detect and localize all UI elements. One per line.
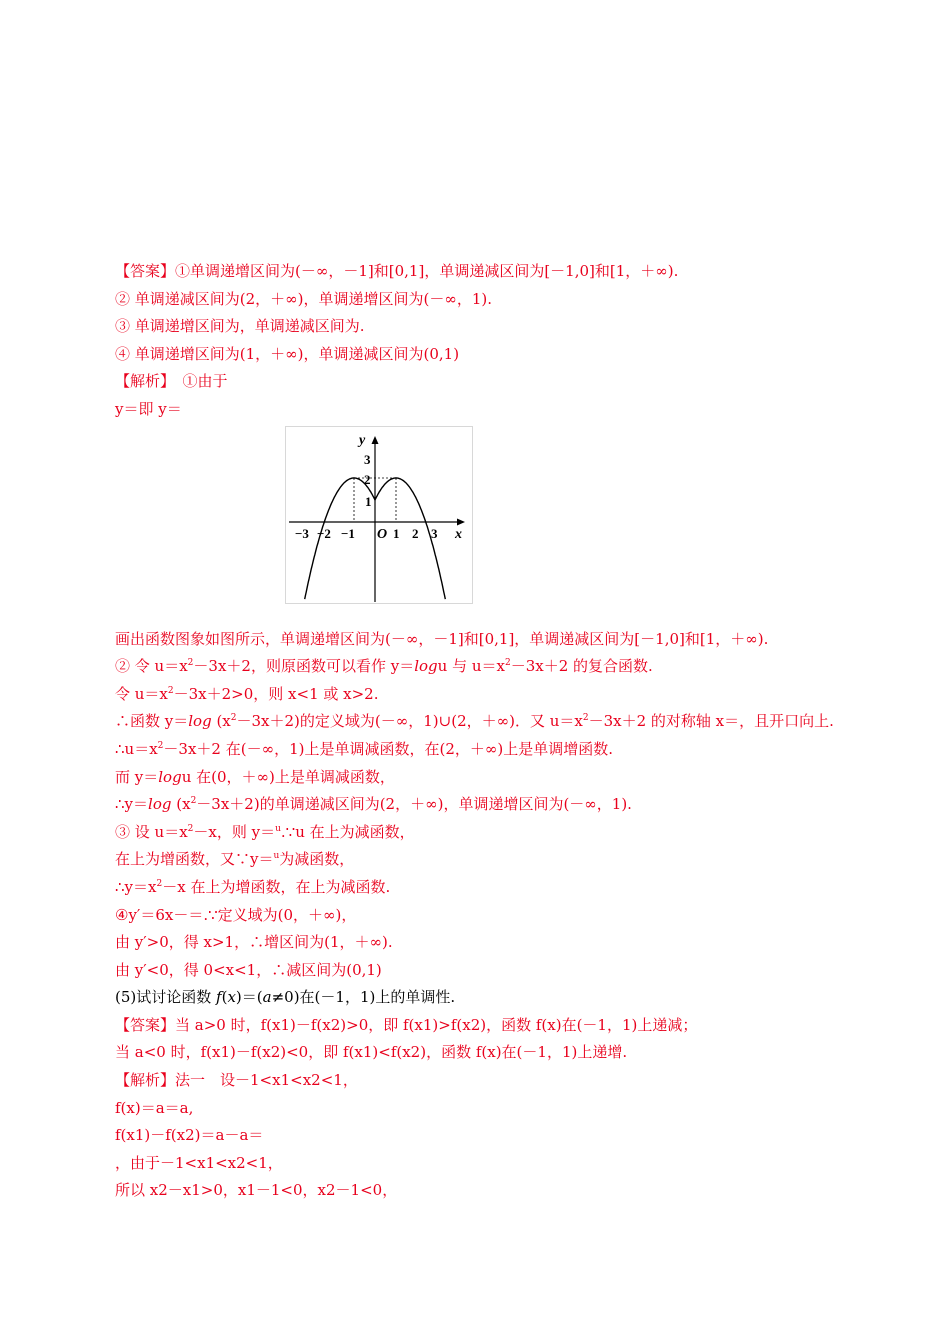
y-tick-3: 3: [364, 451, 371, 467]
t: x: [227, 988, 236, 1007]
t: －x，则 y＝: [193, 822, 276, 841]
function-graph: [285, 426, 475, 604]
answer-tag: 【答案】: [115, 262, 176, 280]
analysis-line-2: y＝即 y＝: [115, 399, 182, 418]
t: ∴u＝x: [115, 739, 158, 758]
t: (x: [211, 712, 231, 731]
answer2-tag: 【答案】: [115, 1015, 176, 1034]
figure-frame: [286, 426, 473, 603]
analysis-text-1: ①由于: [167, 372, 228, 391]
body-line-2: [115, 653, 845, 681]
t: －x 在上为增函数，在上为减函数.: [162, 877, 391, 896]
body-line-8: [115, 819, 845, 847]
analysis2-tag: 【解析】: [115, 1071, 176, 1090]
body-line-3: [115, 681, 845, 709]
sup: 2: [230, 713, 237, 724]
t: －3x＋2>0，则 x<1 或 x>2.: [173, 684, 379, 703]
t: f: [216, 988, 222, 1007]
t: (x: [171, 795, 191, 814]
sup: u: [275, 823, 281, 834]
t: －3x＋2 的对称轴 x＝，且开口向上.: [588, 712, 834, 731]
t: －3x＋2)的单调递减区间为(2，＋∞)，单调递增区间为(－∞，1).: [196, 795, 632, 814]
answer-text-1: ①单调递增区间为(－∞，－1]和[0,1]，单调递减区间为[－1,0]和[1，＋∞).: [175, 262, 679, 280]
body-line-10: [115, 874, 845, 902]
question-5: [115, 984, 845, 1012]
body-line-6: [115, 764, 845, 792]
answer2-text-1: 当 a>0 时，f(x1)－f(x2)>0，即 f(x1)>f(x2)，函数 f(x)在(－1，1)上递减；: [175, 1015, 698, 1034]
t: －3x＋2)的定义域为(－∞，1)∪(2，＋∞)．又 u＝x: [236, 712, 583, 731]
t: 为减函数，: [279, 850, 355, 869]
sup: u: [273, 851, 280, 862]
function-graph-figure: [115, 426, 845, 622]
body-para-1: 画出函数图象如图所示，单调递增区间为(－∞，－1]和[0,1]，单调递减区间为[－1,0]和[1，＋∞).: [115, 629, 769, 648]
body-line-12: 由 y′>0，得 x>1，∴增区间为(1，＋∞).: [115, 933, 393, 952]
body-line-5: [115, 736, 845, 764]
body-para-4: [115, 708, 845, 736]
t: －3x＋2 在(－∞，1)上是单调减函数，在(2，＋∞)上是单调增函数.: [163, 739, 613, 758]
t: ∴y＝x: [115, 877, 157, 896]
t: 而 y＝: [115, 767, 159, 786]
sup: 2: [190, 796, 197, 807]
x-axis-label: x: [455, 526, 462, 542]
sup: 2: [187, 658, 194, 669]
sup: 2: [504, 658, 511, 669]
answer-line-1: [115, 258, 845, 286]
t: －3x＋2 的复合函数.: [510, 657, 653, 676]
y-axis-label: y: [359, 432, 366, 448]
sup: 2: [167, 685, 174, 696]
t: ≠0)在(－1，1)上的单调性.: [271, 988, 456, 1007]
t: ∴y＝: [115, 795, 149, 814]
t: －3x＋2，则原函数可以看作 y＝: [193, 657, 415, 676]
y-tick-2: 2: [364, 471, 371, 487]
analysis2-line-3: f(x1)－f(x2)＝a－a＝: [115, 1126, 264, 1145]
t: ∴函数 y＝: [115, 712, 189, 731]
answer2-line-2: 当 a<0 时，f(x1)－f(x2)<0，即 f(x1)<f(x2)，函数 f(x)在(－1，1)上递增.: [115, 1043, 628, 1062]
answer-line-2: ② 单调递减区间为(2，＋∞)，单调递增区间为(－∞，1).: [115, 289, 493, 308]
answer2-line-1: [115, 1012, 845, 1040]
t: a: [262, 988, 272, 1007]
t: u 在(0，＋∞)上是单调减函数，: [181, 767, 395, 786]
sup: 2: [187, 823, 194, 834]
origin-label: O: [377, 526, 388, 542]
t: .∵u 在上为减函数，: [280, 822, 415, 841]
sup: 2: [157, 740, 164, 751]
y-tick-1: 1: [365, 493, 372, 509]
log-text: log: [188, 712, 212, 731]
analysis2-line-5: 所以 x2－x1>0，x1－1<0，x2－1<0，: [115, 1181, 398, 1200]
body-line-11: ④y′＝6x－＝.∵定义域为(0，＋∞)，: [115, 905, 357, 924]
sup: 2: [582, 713, 589, 724]
t: u 与 u＝x: [437, 657, 505, 676]
x-tick-1: 1: [393, 525, 400, 541]
t: 令 u＝x: [115, 684, 168, 703]
log-text: log: [158, 767, 182, 786]
x-tick-2: 2: [412, 525, 419, 541]
x-tick-neg3: −3: [295, 525, 309, 541]
answer-line-4: ④ 单调递增区间为(1，＋∞)，单调递减区间为(0,1): [115, 344, 460, 363]
answer-line-3: ③ 单调递增区间为，单调递减区间为.: [115, 317, 365, 336]
sup: 2: [156, 878, 163, 889]
analysis2-line-2: f(x)＝a＝a,: [115, 1098, 194, 1117]
t: (: [221, 988, 228, 1007]
log-text: log: [414, 657, 438, 676]
analysis-line-1: [115, 368, 845, 396]
x-tick-neg1: −1: [341, 525, 355, 541]
body-line-9: [115, 846, 845, 874]
analysis2-line-1: [115, 1067, 845, 1095]
body-line-13: 由 y′<0，得 0<x<1，∴减区间为(0,1): [115, 960, 382, 979]
t: )＝(: [235, 988, 263, 1007]
log-text: log: [148, 795, 172, 814]
analysis2-line-4: ，由于－1<x1<x2<1，: [115, 1153, 283, 1172]
x-tick-neg2: −2: [317, 525, 331, 541]
document-page: [115, 258, 845, 1205]
t: ③ 设 u＝x: [115, 822, 188, 841]
body-line-7: [115, 791, 845, 819]
analysis2-text-1: 法一 设－1<x1<x2<1，: [175, 1071, 358, 1090]
x-tick-3: 3: [431, 525, 438, 541]
analysis-tag: 【解析】: [115, 372, 168, 391]
t: 在上为增函数，又∵y＝: [115, 850, 274, 869]
t: (5)试讨论函数: [115, 988, 217, 1007]
t: ② 令 u＝x: [115, 657, 188, 676]
